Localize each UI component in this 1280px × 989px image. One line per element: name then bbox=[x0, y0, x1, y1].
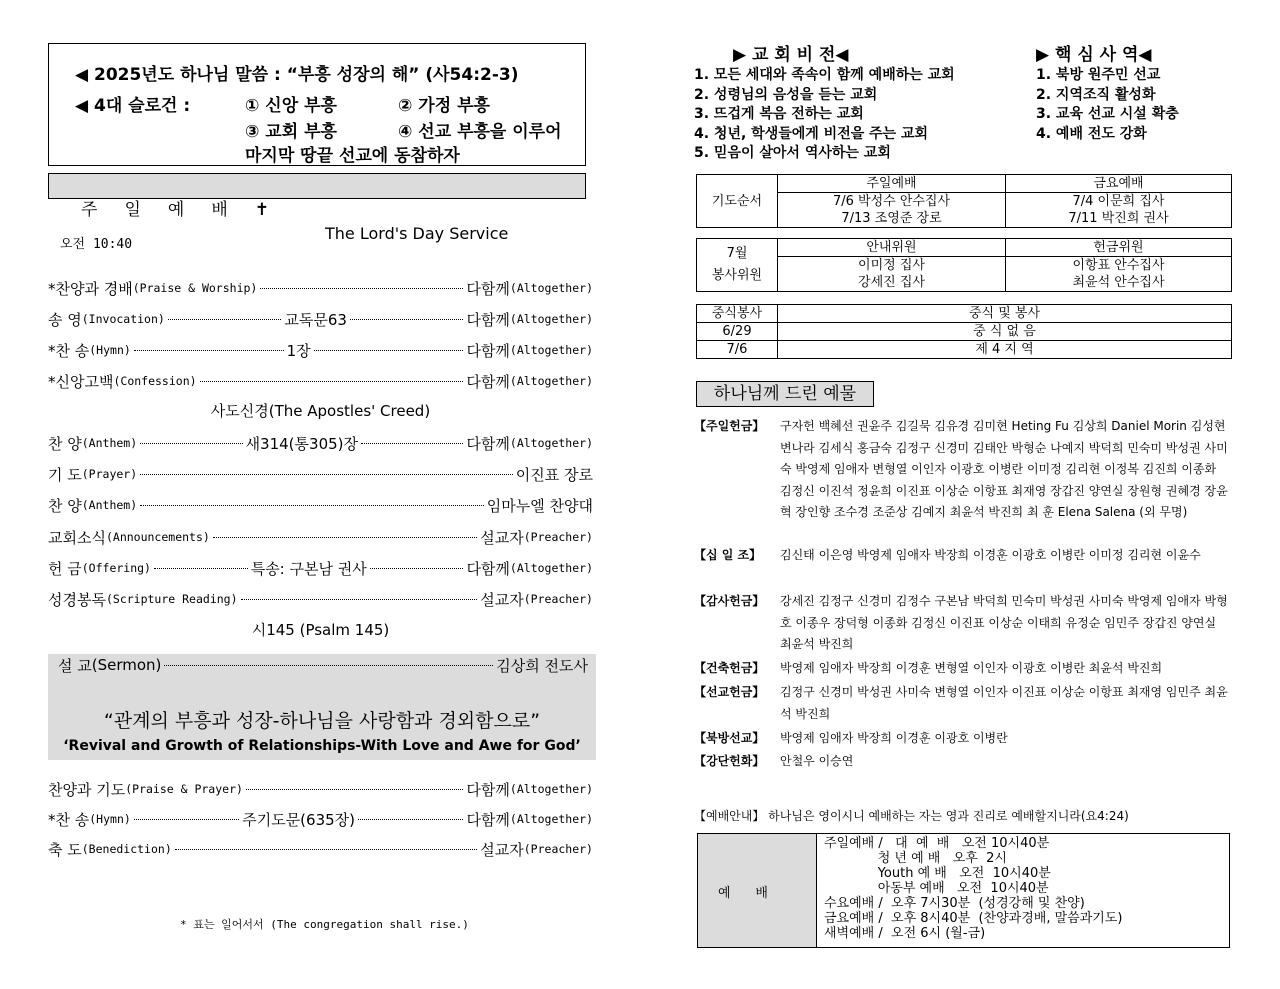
prayer-sunday-1: 7/6 박성수 안수집사 bbox=[778, 193, 1006, 211]
offering-category: 【주일헌금】 bbox=[694, 419, 765, 433]
volunteer-month: 7월 bbox=[726, 246, 748, 261]
leader-dots bbox=[361, 442, 463, 444]
service-item-leader-en: (Altogether) bbox=[509, 312, 594, 326]
service-item-label-en: (Confession) bbox=[113, 374, 197, 388]
service-item-detail: 교독문63 bbox=[284, 310, 347, 329]
service-item-label: 송 영 bbox=[48, 310, 82, 329]
core-item: 1. 북방 원주민 선교 bbox=[1036, 67, 1161, 83]
service-item-leader: 다함께 bbox=[466, 810, 510, 829]
vision-item: 2. 성령님의 음성을 듣는 교회 bbox=[694, 86, 878, 103]
leader-dots bbox=[350, 318, 464, 320]
service-item-label-en: (Prayer) bbox=[81, 467, 138, 481]
leader-dots bbox=[370, 567, 464, 569]
prayer-col-friday: 금요예배 bbox=[1006, 175, 1232, 193]
service-item-leader-en: (Altogether) bbox=[509, 561, 594, 575]
service-item bbox=[48, 339, 593, 361]
service-item-label: *신앙고백 bbox=[48, 372, 114, 391]
service-item bbox=[48, 277, 593, 299]
service-item-label-en: (Praise & Prayer) bbox=[125, 782, 243, 796]
core-item: 4. 예배 전도 강화 bbox=[1036, 125, 1147, 142]
prayer-friday-2: 7/11 박진희 권사 bbox=[1006, 210, 1232, 228]
service-item-label-en: (Praise & Worship) bbox=[132, 281, 258, 295]
offering-steward-1: 이항표 안수집사 bbox=[1006, 257, 1232, 275]
service-item bbox=[48, 838, 593, 860]
service-item-leader-en: (Altogether) bbox=[509, 436, 593, 450]
service-item-detail: 특송: 구본남 권사 bbox=[250, 559, 367, 578]
service-item-label: 교회소식 bbox=[48, 528, 106, 547]
service-item-leader: 다함께 bbox=[466, 780, 510, 799]
sermon-row bbox=[48, 654, 596, 676]
service-item-label: *찬 송 bbox=[48, 810, 90, 829]
leader-dots bbox=[175, 848, 478, 850]
schedule-line: Youth 예 배 오전 10시40분 bbox=[824, 866, 1051, 881]
leader-dots bbox=[314, 349, 464, 351]
service-item bbox=[48, 778, 593, 800]
slogan-2: ② 가정 부흥 bbox=[398, 96, 490, 116]
service-item-label: 기 도 bbox=[48, 465, 82, 484]
slogan-5: 마지막 땅끝 선교에 동참하자 bbox=[245, 146, 460, 166]
service-header-ko: 주 일 예 배 ✝ bbox=[81, 200, 270, 220]
schedule-line: 금요예배 / 오후 8시40분 (찬양과경배, 말씀과기도) bbox=[824, 911, 1123, 926]
service-item-leader: 설교자 bbox=[480, 840, 524, 859]
vision-title: ▶ 교 회 비 전◀ bbox=[733, 45, 849, 65]
service-item-leader: 다함께 bbox=[466, 310, 510, 329]
service-item-label-en: (Invocation) bbox=[81, 312, 165, 326]
core-list bbox=[1036, 66, 1179, 144]
leader-dots bbox=[260, 287, 463, 289]
leader-dots bbox=[140, 442, 242, 444]
schedule-line: 수요예배 / 오후 7시30분 (성경강해 및 찬양) bbox=[824, 896, 1085, 911]
leader-dots bbox=[241, 598, 478, 600]
offering-category: 【선교헌금】 bbox=[694, 685, 765, 699]
service-item-label: 찬양과 기도 bbox=[48, 780, 126, 799]
service-item-leader: 이진표 장로 bbox=[515, 465, 593, 484]
offering-category: 【북방선교】 bbox=[694, 731, 765, 745]
meal-date: 6/29 bbox=[697, 323, 778, 341]
service-item-label: 찬 양 bbox=[48, 434, 82, 453]
schedule-line: 주일예배 / 대 예 배 오전 10시40분 bbox=[824, 836, 1050, 851]
prayer-table bbox=[696, 174, 1232, 228]
service-item-label: *찬 송 bbox=[48, 341, 90, 360]
service-item bbox=[48, 808, 593, 830]
offering-names: 구자헌 백혜선 권윤주 김길묵 김유경 김미현 Heting Fu 김상희 Daniel Morin 김성현 변나라 김세식 홍금숙 김정구 신경미 김태안 박형순 나예지 박덕희 민숙미 박성권 사미숙 박영제 임애자 변형열 이인자 이광호 이병란 이미정 김리현 이정복 김진희 이종화 김정신 이진석 정윤희 이진표 이상순 이항표 최재영 장갑진 양연실 장원형 권혜경 장윤혁 장인향 조수경 조준상 김예지 최윤석 박진희 최 훈 Elena Salena (외 무명) bbox=[780, 419, 1228, 519]
service-item-detail: 1장 bbox=[286, 341, 311, 360]
service-item bbox=[48, 432, 593, 454]
meal-head-2: 중식 및 봉사 bbox=[778, 305, 1232, 323]
service-item-leader: 다함께 bbox=[466, 372, 510, 391]
leader-dots bbox=[168, 318, 282, 320]
volunteer-title: 봉사위원 bbox=[711, 268, 763, 283]
leader-dots bbox=[358, 818, 463, 820]
service-item-leader-en: (Preacher) bbox=[523, 530, 593, 544]
meal-table bbox=[696, 304, 1232, 359]
service-item-leader-en: (Altogether) bbox=[509, 782, 593, 796]
service-item-label-en: (Anthem) bbox=[81, 436, 138, 450]
service-item-leader: 다함께 bbox=[466, 434, 510, 453]
annual-verse-box bbox=[48, 43, 586, 166]
meal-desc: 중 식 없 음 bbox=[778, 323, 1232, 341]
apostles-creed: 사도신경(The Apostles' Creed) bbox=[210, 402, 431, 420]
service-item-label: 찬 양 bbox=[48, 496, 82, 515]
meal-head: 중식봉사 bbox=[697, 305, 778, 323]
service-item-leader-en: (Altogether) bbox=[509, 374, 593, 388]
sermon-label-en: (Sermon) bbox=[91, 656, 162, 674]
schedule-line: 새벽예배 / 오전 6시 (월-금) bbox=[824, 926, 986, 941]
leader-dots bbox=[134, 349, 284, 351]
service-item-label-en: (Hymn) bbox=[89, 343, 131, 357]
offering-names: 안철우 이승연 bbox=[780, 754, 854, 768]
prayer-col-sunday: 주일예배 bbox=[778, 175, 1006, 193]
prayer-sunday-2: 7/13 조영준 장로 bbox=[778, 210, 1006, 228]
core-item: 2. 지역조직 활성화 bbox=[1036, 86, 1156, 103]
service-item-leader: 임마누엘 찬양대 bbox=[486, 496, 593, 515]
offering-names: 김신태 이은영 박영제 임애자 박장희 이경훈 이광호 이병란 이미정 김리현 이윤수 bbox=[780, 548, 1201, 562]
service-item-label-en: (Scripture Reading) bbox=[105, 592, 238, 606]
offering-category: 【강단헌화】 bbox=[694, 754, 765, 768]
service-item-leader-en: (Preacher) bbox=[523, 842, 593, 856]
service-item-label: 축 도 bbox=[48, 840, 82, 859]
slogan-3: ③ 교회 부흥 bbox=[245, 122, 337, 142]
service-item-leader: 다함께 bbox=[466, 559, 510, 578]
service-item bbox=[48, 308, 593, 330]
offering-category: 【십 일 조】 bbox=[694, 548, 762, 562]
leader-dots bbox=[140, 504, 484, 506]
leader-dots bbox=[200, 380, 464, 382]
service-item-leader: 설교자 bbox=[480, 590, 524, 609]
leader-dots bbox=[213, 536, 477, 538]
service-item-label: *찬양과 경배 bbox=[48, 279, 133, 298]
offering-names: 박영제 임애자 박장희 이경훈 이광호 이병란 bbox=[780, 731, 1008, 745]
service-item-leader: 다함께 bbox=[466, 279, 510, 298]
prayer-label: 기도순서 bbox=[697, 175, 778, 228]
service-item-leader-en: (Altogether) bbox=[509, 343, 594, 357]
sermon-title: “관계의 부흥과 성장-하나님을 사랑함과 경외함으로” bbox=[103, 710, 541, 732]
schedule-line: 청 년 예 배 오후 2시 bbox=[824, 851, 1007, 866]
leader-dots bbox=[154, 567, 248, 569]
prayer-friday-1: 7/4 이문희 집사 bbox=[1006, 193, 1232, 211]
service-item-label: 성경봉독 bbox=[48, 590, 106, 609]
service-item-leader-en: (Altogether) bbox=[509, 812, 594, 826]
service-item-label-en: (Benediction) bbox=[81, 842, 172, 856]
leader-dots bbox=[246, 788, 464, 790]
service-item bbox=[48, 494, 593, 516]
volunteer-col-offering: 헌금위원 bbox=[1006, 239, 1232, 257]
vision-item: 5. 믿음이 살아서 역사하는 교회 bbox=[694, 145, 891, 161]
worship-label: 예 배 bbox=[718, 886, 768, 901]
sermon-box bbox=[48, 654, 596, 760]
offering-category: 【감사헌금】 bbox=[694, 594, 765, 608]
guide-1: 이미정 집사 bbox=[778, 257, 1006, 275]
slogan-4: ④ 선교 부흥을 이루어 bbox=[398, 122, 562, 142]
sermon-title-en: ‘Revival and Growth of Relationships-With Love and Awe for God’ bbox=[63, 738, 581, 754]
annual-verse: ◀ 2025년도 하나님 말씀 : “부흥 성장의 해” (사54:2-3) bbox=[75, 65, 519, 85]
service-item-label-en: (Hymn) bbox=[89, 812, 131, 826]
offering-names: 김정구 신경미 박성권 사미숙 변형열 이인자 이진표 이상순 이항표 최재영 임민주 최윤석 박진희 bbox=[780, 685, 1228, 721]
service-item-detail: 주기도문(635장) bbox=[242, 810, 356, 829]
volunteer-label bbox=[697, 239, 778, 292]
vision-item: 1. 모든 세대와 족속이 함께 예배하는 교회 bbox=[694, 67, 955, 83]
service-item-leader: 설교자 bbox=[480, 528, 524, 547]
core-title: ▶ 핵 심 사 역◀ bbox=[1036, 45, 1152, 65]
standing-note: * 표는 일어서서 (The congregation shall rise.) bbox=[180, 918, 469, 931]
service-item-leader-en: (Preacher) bbox=[523, 592, 593, 606]
service-item bbox=[48, 370, 593, 392]
service-item bbox=[48, 526, 593, 548]
meal-desc: 제 4 지 역 bbox=[778, 341, 1232, 359]
service-item-leader-en: (Altogether) bbox=[509, 281, 593, 295]
leader-dots bbox=[164, 664, 493, 666]
worship-label-cell bbox=[698, 834, 817, 947]
service-item-detail: 새314(통305)장 bbox=[245, 434, 358, 453]
offering-names: 강세진 김정구 신경미 김정수 구본남 박덕희 민숙미 박성권 사미숙 박영제 임애자 박형호 이종우 장덕형 이종화 김정신 이진표 이상순 이태희 유정순 임민주 장갑진 양연실 최윤석 박진희 bbox=[780, 594, 1228, 651]
volunteer-col-guide: 안내위원 bbox=[778, 239, 1006, 257]
service-item-leader: 다함께 bbox=[466, 341, 510, 360]
vision-list bbox=[694, 66, 955, 164]
slogan-prefix: ◀ 4대 슬로건 : bbox=[75, 96, 191, 116]
meal-date: 7/6 bbox=[697, 341, 778, 359]
service-header-en: The Lord's Day Service bbox=[325, 224, 509, 243]
offering-category: 【건축헌금】 bbox=[694, 661, 765, 675]
service-header bbox=[48, 173, 586, 243]
vision-item: 3. 뜨겁게 복음 전하는 교회 bbox=[694, 106, 864, 122]
service-item-label-en: (Announcements) bbox=[105, 530, 210, 544]
service-item-label-en: (Anthem) bbox=[81, 498, 138, 512]
leader-dots bbox=[140, 473, 513, 475]
worship-schedule bbox=[697, 833, 1230, 948]
service-item bbox=[48, 463, 593, 485]
guide-2: 강세진 집사 bbox=[778, 274, 1006, 292]
scripture-reference: 시145 (Psalm 145) bbox=[251, 621, 390, 639]
leader-dots bbox=[134, 818, 239, 820]
core-item: 3. 교육 선교 시설 확충 bbox=[1036, 106, 1179, 122]
schedule-line: 아동부 예배 오전 10시40분 bbox=[824, 881, 1049, 896]
sermon-label: 설 교 bbox=[58, 656, 92, 675]
offerings-title: 하나님께 드린 예물 bbox=[696, 381, 874, 407]
offering-steward-2: 최윤석 안수집사 bbox=[1006, 274, 1232, 292]
vision-item: 4. 청년, 학생들에게 비전을 주는 교회 bbox=[694, 125, 929, 142]
service-item bbox=[48, 557, 593, 579]
volunteer-table bbox=[696, 238, 1232, 292]
service-time: 오전 10:40 bbox=[60, 237, 133, 252]
worship-note: 【예배안내】 하나님은 영이시니 예배하는 자는 영과 진리로 예배할지니라(요4:24) bbox=[694, 809, 1129, 823]
offering-names: 박영제 임애자 박장희 이경훈 변형열 이인자 이광호 이병란 최윤석 박진희 bbox=[780, 661, 1163, 675]
service-item-label-en: (Offering) bbox=[81, 561, 151, 575]
sermon-preacher: 김상희 전도사 bbox=[496, 656, 588, 675]
service-item-label: 헌 금 bbox=[48, 559, 82, 578]
service-item bbox=[48, 588, 593, 610]
slogan-1: ① 신앙 부흥 bbox=[245, 96, 337, 116]
